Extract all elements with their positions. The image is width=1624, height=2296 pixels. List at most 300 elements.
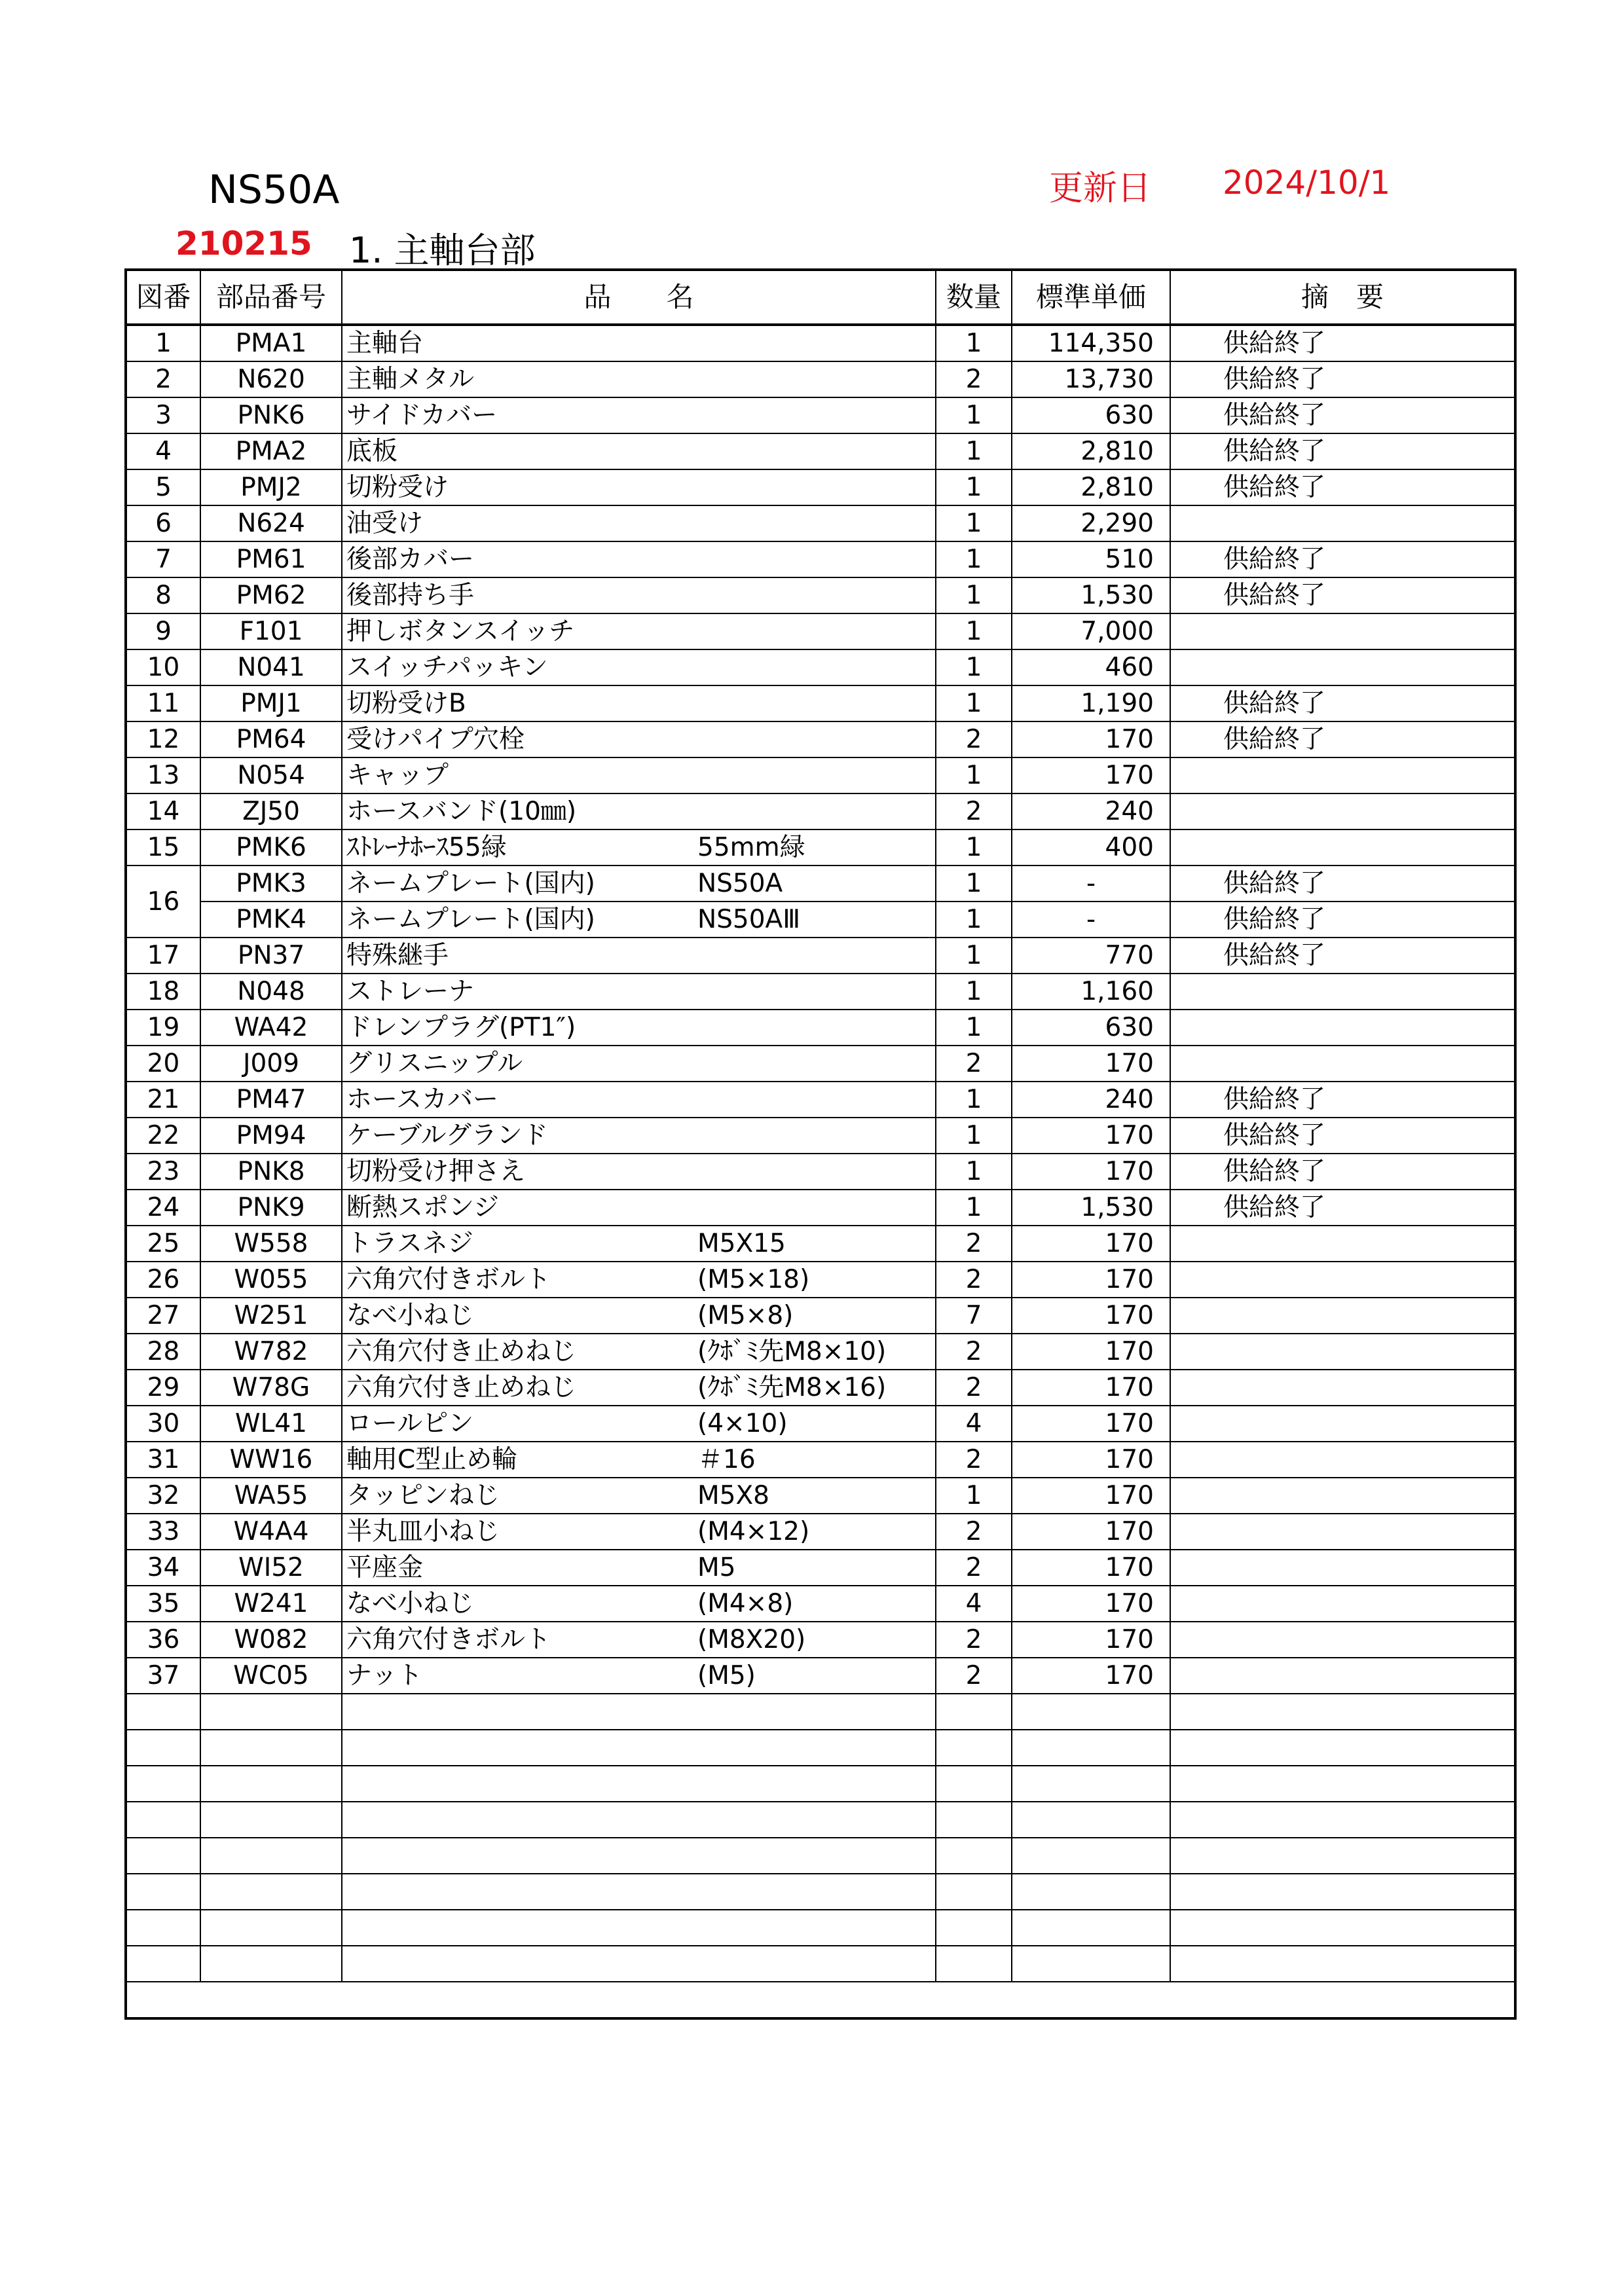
empty-table-row bbox=[126, 1730, 1515, 1766]
figure-no-cell: 26 bbox=[126, 1262, 200, 1298]
figure-no-cell: 36 bbox=[126, 1622, 200, 1658]
quantity-cell: 1 bbox=[936, 505, 1012, 541]
table-row bbox=[126, 1082, 1515, 1118]
unit-price-cell: 170 bbox=[1012, 1046, 1170, 1082]
part-name-cell bbox=[342, 541, 936, 577]
part-no-cell: PNK6 bbox=[200, 397, 342, 433]
part-name-wrap bbox=[346, 1483, 935, 1508]
table-row bbox=[126, 649, 1515, 685]
part-name-wrap bbox=[346, 619, 935, 644]
part-name-wrap bbox=[346, 1627, 935, 1652]
quantity-cell: 2 bbox=[936, 1046, 1012, 1082]
part-name-cell bbox=[342, 1262, 936, 1298]
quantity-cell: 1 bbox=[936, 1082, 1012, 1118]
part-spec: M5X8 bbox=[697, 1481, 769, 1510]
table-row bbox=[126, 685, 1515, 721]
quantity-cell: 2 bbox=[936, 1262, 1012, 1298]
unit-price-cell: 240 bbox=[1012, 1082, 1170, 1118]
part-spec: (M4×8) bbox=[697, 1589, 794, 1618]
part-name: ロールピン bbox=[346, 1409, 474, 1438]
table-row bbox=[126, 1658, 1515, 1694]
part-name: ドレンプラグ(PT1″) bbox=[346, 1013, 576, 1042]
empty-cell bbox=[126, 1694, 200, 1730]
quantity-cell: 2 bbox=[936, 1370, 1012, 1406]
part-no-cell: PMJ2 bbox=[200, 469, 342, 505]
empty-table-row bbox=[126, 1874, 1515, 1910]
table-row bbox=[126, 1514, 1515, 1550]
remark-cell bbox=[1170, 1478, 1515, 1514]
quantity-cell: 1 bbox=[936, 433, 1012, 469]
quantity-cell: 2 bbox=[936, 361, 1012, 397]
part-name-wrap bbox=[346, 1555, 935, 1580]
quantity-cell: 1 bbox=[936, 397, 1012, 433]
part-name-wrap bbox=[346, 1267, 935, 1292]
part-no-cell: PM47 bbox=[200, 1082, 342, 1118]
figure-no-cell: 11 bbox=[126, 685, 200, 721]
quantity-cell: 1 bbox=[936, 866, 1012, 902]
remark-cell bbox=[1170, 1442, 1515, 1478]
unit-price-cell: 1,530 bbox=[1012, 577, 1170, 613]
table-row bbox=[126, 361, 1515, 397]
part-name-cell bbox=[342, 361, 936, 397]
part-name-wrap bbox=[346, 835, 935, 860]
part-name-wrap bbox=[346, 1303, 935, 1328]
remark-cell bbox=[1170, 793, 1515, 829]
remark-cell bbox=[1170, 1262, 1515, 1298]
part-spec: M5X15 bbox=[697, 1229, 786, 1258]
empty-cell bbox=[1170, 1910, 1515, 1946]
unit-price-cell: - bbox=[1012, 866, 1170, 902]
remark-cell: 供給終了 bbox=[1170, 1118, 1515, 1154]
part-name: 平座金 bbox=[346, 1553, 424, 1582]
remark-cell bbox=[1170, 1226, 1515, 1262]
table-row bbox=[126, 793, 1515, 829]
quantity-cell: 2 bbox=[936, 793, 1012, 829]
part-name-cell bbox=[342, 397, 936, 433]
table-row bbox=[126, 1154, 1515, 1190]
part-spec: (ｸﾎﾞﾐ先M8×10) bbox=[697, 1337, 887, 1366]
part-name: 六角穴付き止めねじ bbox=[346, 1337, 577, 1366]
unit-price-cell: 770 bbox=[1012, 938, 1170, 974]
part-name-wrap bbox=[346, 1411, 935, 1436]
empty-cell bbox=[936, 1946, 1012, 1982]
empty-cell bbox=[1012, 1910, 1170, 1946]
part-name-cell bbox=[342, 1298, 936, 1334]
col-header-quantity: 数量 bbox=[936, 270, 1012, 325]
part-no-cell: W251 bbox=[200, 1298, 342, 1334]
part-name: 後部カバー bbox=[346, 545, 475, 574]
remark-cell bbox=[1170, 505, 1515, 541]
figure-no-cell: 24 bbox=[126, 1190, 200, 1226]
unit-price-cell: 170 bbox=[1012, 1658, 1170, 1694]
part-no-cell: J009 bbox=[200, 1046, 342, 1082]
table-row bbox=[126, 1370, 1515, 1406]
part-no-cell: ZJ50 bbox=[200, 793, 342, 829]
part-name: 断熱スポンジ bbox=[346, 1193, 500, 1222]
quantity-cell: 1 bbox=[936, 902, 1012, 938]
figure-no-cell: 32 bbox=[126, 1478, 200, 1514]
empty-cell bbox=[1170, 1838, 1515, 1874]
part-name: サイドカバー bbox=[346, 401, 498, 430]
unit-price-cell: 630 bbox=[1012, 397, 1170, 433]
part-name-wrap bbox=[346, 511, 935, 536]
part-name-wrap bbox=[346, 871, 935, 896]
part-name-cell bbox=[342, 1514, 936, 1550]
part-name: 六角穴付き止めねじ bbox=[346, 1373, 577, 1402]
table-row bbox=[126, 1586, 1515, 1622]
unit-price-cell: 170 bbox=[1012, 1406, 1170, 1442]
figure-no-cell: 22 bbox=[126, 1118, 200, 1154]
empty-cell bbox=[936, 1694, 1012, 1730]
table-row bbox=[126, 469, 1515, 505]
unit-price-cell: 630 bbox=[1012, 1010, 1170, 1046]
table-row bbox=[126, 1298, 1515, 1334]
part-no-cell: N624 bbox=[200, 505, 342, 541]
empty-table-row bbox=[126, 1982, 1515, 2018]
empty-cell bbox=[200, 1946, 342, 1982]
empty-cell bbox=[126, 1982, 1515, 2018]
unit-price-cell: 2,810 bbox=[1012, 469, 1170, 505]
table-row bbox=[126, 433, 1515, 469]
empty-table-row bbox=[126, 1910, 1515, 1946]
part-name: 押しボタンスイッチ bbox=[346, 617, 575, 646]
unit-price-cell: 170 bbox=[1012, 1154, 1170, 1190]
part-name: 主軸台 bbox=[346, 329, 424, 358]
part-name-wrap bbox=[346, 475, 935, 500]
remark-cell bbox=[1170, 1658, 1515, 1694]
empty-cell bbox=[342, 1838, 936, 1874]
update-date-label: 更新日 bbox=[1049, 169, 1152, 208]
figure-no-cell: 16 bbox=[126, 866, 200, 938]
remark-cell: 供給終了 bbox=[1170, 325, 1515, 361]
part-spec: (M4×12) bbox=[697, 1517, 810, 1546]
part-no-cell: W241 bbox=[200, 1586, 342, 1622]
table-row bbox=[126, 1406, 1515, 1442]
figure-no-cell: 2 bbox=[126, 361, 200, 397]
part-name: 軸用C型止め輪 bbox=[346, 1445, 518, 1474]
section-title: 1. 主軸台部 bbox=[349, 230, 536, 271]
part-name-wrap bbox=[346, 763, 935, 788]
empty-cell bbox=[342, 1694, 936, 1730]
table-row bbox=[126, 829, 1515, 866]
remark-cell bbox=[1170, 1586, 1515, 1622]
part-name: タッピンねじ bbox=[346, 1481, 500, 1510]
table-row bbox=[126, 1334, 1515, 1370]
table-header-row bbox=[126, 270, 1515, 325]
remark-cell bbox=[1170, 1550, 1515, 1586]
part-no-cell: PMA1 bbox=[200, 325, 342, 361]
figure-no-cell: 30 bbox=[126, 1406, 200, 1442]
empty-cell bbox=[126, 1730, 200, 1766]
part-name-wrap bbox=[346, 943, 935, 968]
unit-price-cell: 1,190 bbox=[1012, 685, 1170, 721]
part-no-cell: N048 bbox=[200, 974, 342, 1010]
figure-no-cell: 33 bbox=[126, 1514, 200, 1550]
unit-price-cell: 170 bbox=[1012, 1334, 1170, 1370]
table-row bbox=[126, 397, 1515, 433]
empty-cell bbox=[342, 1802, 936, 1838]
unit-price-cell: 510 bbox=[1012, 541, 1170, 577]
part-name-wrap bbox=[346, 979, 935, 1004]
part-spec: 55mm緑 bbox=[697, 833, 805, 862]
quantity-cell: 1 bbox=[936, 829, 1012, 866]
part-no-cell: W558 bbox=[200, 1226, 342, 1262]
part-spec: (ｸﾎﾞﾐ先M8×16) bbox=[697, 1373, 887, 1402]
part-name-wrap bbox=[346, 691, 935, 716]
part-name-wrap bbox=[346, 1159, 935, 1184]
table-row bbox=[126, 1478, 1515, 1514]
quantity-cell: 2 bbox=[936, 1334, 1012, 1370]
figure-no-cell: 37 bbox=[126, 1658, 200, 1694]
empty-cell bbox=[1012, 1838, 1170, 1874]
empty-cell bbox=[936, 1766, 1012, 1802]
table-row bbox=[126, 974, 1515, 1010]
part-name-cell bbox=[342, 1190, 936, 1226]
remark-cell: 供給終了 bbox=[1170, 721, 1515, 757]
part-no-cell: N041 bbox=[200, 649, 342, 685]
remark-cell: 供給終了 bbox=[1170, 433, 1515, 469]
empty-cell bbox=[1012, 1730, 1170, 1766]
part-name-cell bbox=[342, 1082, 936, 1118]
part-name: 切粉受け bbox=[346, 473, 449, 502]
table-row bbox=[126, 866, 1515, 902]
part-name-cell bbox=[342, 1442, 936, 1478]
figure-no-cell: 15 bbox=[126, 829, 200, 866]
quantity-cell: 1 bbox=[936, 577, 1012, 613]
table-row bbox=[126, 1046, 1515, 1082]
unit-price-cell: 170 bbox=[1012, 1370, 1170, 1406]
part-name-cell bbox=[342, 433, 936, 469]
part-name-wrap bbox=[346, 439, 935, 464]
part-name-wrap bbox=[346, 403, 935, 428]
empty-cell bbox=[126, 1802, 200, 1838]
table-row bbox=[126, 1226, 1515, 1262]
part-name-cell bbox=[342, 613, 936, 649]
part-name: ホースバンド(10㎜) bbox=[346, 797, 577, 826]
empty-cell bbox=[200, 1730, 342, 1766]
part-spec: (M5) bbox=[697, 1661, 756, 1690]
part-no-cell: W782 bbox=[200, 1334, 342, 1370]
col-header-part-no: 部品番号 bbox=[200, 270, 342, 325]
part-no-cell: N054 bbox=[200, 757, 342, 793]
part-no-cell: PMK6 bbox=[200, 829, 342, 866]
part-name-wrap bbox=[346, 1339, 935, 1364]
part-name-wrap bbox=[346, 547, 935, 572]
unit-price-cell: 170 bbox=[1012, 1514, 1170, 1550]
part-name: トラスネジ bbox=[346, 1229, 473, 1258]
quantity-cell: 1 bbox=[936, 541, 1012, 577]
part-name: ホースカバー bbox=[346, 1085, 499, 1114]
empty-cell bbox=[342, 1766, 936, 1802]
part-name-wrap bbox=[346, 367, 935, 392]
part-name: 主軸メタル bbox=[346, 365, 475, 394]
part-no-cell: W082 bbox=[200, 1622, 342, 1658]
part-name: 六角穴付きボルト bbox=[346, 1625, 551, 1654]
figure-no-cell: 34 bbox=[126, 1550, 200, 1586]
empty-table-row bbox=[126, 1694, 1515, 1730]
unit-price-cell: 170 bbox=[1012, 1118, 1170, 1154]
empty-cell bbox=[200, 1802, 342, 1838]
table-row bbox=[126, 1190, 1515, 1226]
quantity-cell: 1 bbox=[936, 469, 1012, 505]
quantity-cell: 4 bbox=[936, 1406, 1012, 1442]
part-name: 後部持ち手 bbox=[346, 581, 475, 610]
unit-price-cell: 240 bbox=[1012, 793, 1170, 829]
unit-price-cell: - bbox=[1012, 902, 1170, 938]
part-name: ケーブルグランド bbox=[346, 1121, 548, 1150]
figure-no-cell: 19 bbox=[126, 1010, 200, 1046]
figure-no-cell: 13 bbox=[126, 757, 200, 793]
table-row bbox=[126, 1442, 1515, 1478]
quantity-cell: 2 bbox=[936, 1658, 1012, 1694]
part-name: 切粉受けB bbox=[346, 689, 466, 718]
empty-cell bbox=[936, 1910, 1012, 1946]
figure-no-cell: 6 bbox=[126, 505, 200, 541]
unit-price-cell: 400 bbox=[1012, 829, 1170, 866]
part-name-cell bbox=[342, 866, 936, 902]
part-name-wrap bbox=[346, 907, 935, 932]
parts-table-body bbox=[126, 325, 1515, 2018]
unit-price-cell: 2,810 bbox=[1012, 433, 1170, 469]
part-no-cell: PM94 bbox=[200, 1118, 342, 1154]
empty-cell bbox=[200, 1838, 342, 1874]
empty-cell bbox=[1170, 1874, 1515, 1910]
quantity-cell: 2 bbox=[936, 1226, 1012, 1262]
table-row bbox=[126, 613, 1515, 649]
part-no-cell: PM64 bbox=[200, 721, 342, 757]
figure-no-cell: 8 bbox=[126, 577, 200, 613]
quantity-cell: 7 bbox=[936, 1298, 1012, 1334]
empty-cell bbox=[200, 1766, 342, 1802]
figure-no-cell: 21 bbox=[126, 1082, 200, 1118]
part-no-cell: PNK9 bbox=[200, 1190, 342, 1226]
remark-cell bbox=[1170, 613, 1515, 649]
remark-cell: 供給終了 bbox=[1170, 469, 1515, 505]
col-header-unit-price: 標準単価 bbox=[1012, 270, 1170, 325]
part-spec: ＃16 bbox=[697, 1445, 756, 1474]
remark-cell: 供給終了 bbox=[1170, 1082, 1515, 1118]
part-name-cell bbox=[342, 1550, 936, 1586]
part-name: スイッチパッキン bbox=[346, 653, 548, 682]
part-no-cell: WI52 bbox=[200, 1550, 342, 1586]
part-name-wrap bbox=[346, 1051, 935, 1076]
part-name-wrap bbox=[346, 1519, 935, 1544]
part-name-cell bbox=[342, 1586, 936, 1622]
part-name-cell bbox=[342, 1658, 936, 1694]
part-name-cell bbox=[342, 1010, 936, 1046]
part-name-wrap bbox=[346, 799, 935, 824]
part-name-cell bbox=[342, 974, 936, 1010]
update-date: 2024/10/1 bbox=[1223, 164, 1391, 202]
table-row bbox=[126, 1010, 1515, 1046]
part-name-cell bbox=[342, 1226, 936, 1262]
empty-cell bbox=[126, 1766, 200, 1802]
table-row bbox=[126, 541, 1515, 577]
unit-price-cell: 170 bbox=[1012, 1586, 1170, 1622]
part-name-wrap bbox=[346, 331, 935, 356]
part-no-cell: PNK8 bbox=[200, 1154, 342, 1190]
quantity-cell: 1 bbox=[936, 649, 1012, 685]
part-no-cell: W4A4 bbox=[200, 1514, 342, 1550]
figure-no-cell: 23 bbox=[126, 1154, 200, 1190]
empty-cell bbox=[936, 1874, 1012, 1910]
quantity-cell: 1 bbox=[936, 974, 1012, 1010]
part-name-cell bbox=[342, 1478, 936, 1514]
figure-no-cell: 25 bbox=[126, 1226, 200, 1262]
part-spec: (M5×18) bbox=[697, 1265, 810, 1294]
part-spec: M5 bbox=[697, 1553, 736, 1582]
quantity-cell: 2 bbox=[936, 1514, 1012, 1550]
part-name-cell bbox=[342, 505, 936, 541]
part-name: 切粉受け押さえ bbox=[346, 1157, 526, 1186]
remark-cell: 供給終了 bbox=[1170, 1154, 1515, 1190]
table-row bbox=[126, 1622, 1515, 1658]
empty-cell bbox=[1170, 1946, 1515, 1982]
quantity-cell: 1 bbox=[936, 1118, 1012, 1154]
part-name-wrap bbox=[346, 1015, 935, 1040]
part-name-wrap bbox=[346, 583, 935, 608]
part-name-cell bbox=[342, 721, 936, 757]
unit-price-cell: 170 bbox=[1012, 1442, 1170, 1478]
figure-no-cell: 9 bbox=[126, 613, 200, 649]
col-header-part-name: 品 名 bbox=[342, 270, 936, 325]
remark-cell bbox=[1170, 1514, 1515, 1550]
part-name: 受けパイプ穴栓 bbox=[346, 725, 525, 754]
quantity-cell: 2 bbox=[936, 1622, 1012, 1658]
figure-no-cell: 20 bbox=[126, 1046, 200, 1082]
quantity-cell: 2 bbox=[936, 1442, 1012, 1478]
unit-price-cell: 1,160 bbox=[1012, 974, 1170, 1010]
part-name-wrap bbox=[346, 1087, 935, 1112]
figure-no-cell: 4 bbox=[126, 433, 200, 469]
empty-cell bbox=[1012, 1766, 1170, 1802]
figure-no-cell: 10 bbox=[126, 649, 200, 685]
unit-price-cell: 170 bbox=[1012, 1550, 1170, 1586]
part-name-wrap bbox=[346, 1195, 935, 1220]
part-name-cell bbox=[342, 1370, 936, 1406]
table-row bbox=[126, 325, 1515, 361]
empty-cell bbox=[200, 1910, 342, 1946]
part-name-cell bbox=[342, 829, 936, 866]
remark-cell: 供給終了 bbox=[1170, 902, 1515, 938]
part-name-cell bbox=[342, 1334, 936, 1370]
part-name: ナット bbox=[346, 1661, 423, 1690]
empty-cell bbox=[1012, 1946, 1170, 1982]
figure-no-cell: 3 bbox=[126, 397, 200, 433]
empty-cell bbox=[1170, 1766, 1515, 1802]
unit-price-cell: 13,730 bbox=[1012, 361, 1170, 397]
part-name-wrap bbox=[346, 1591, 935, 1616]
part-no-cell: PMJ1 bbox=[200, 685, 342, 721]
part-spec: (M8X20) bbox=[697, 1625, 806, 1654]
figure-no-cell: 5 bbox=[126, 469, 200, 505]
part-name-cell bbox=[342, 1406, 936, 1442]
remark-cell: 供給終了 bbox=[1170, 361, 1515, 397]
quantity-cell: 1 bbox=[936, 613, 1012, 649]
empty-cell bbox=[936, 1838, 1012, 1874]
part-name-wrap bbox=[346, 655, 935, 680]
part-no-cell: W78G bbox=[200, 1370, 342, 1406]
part-no-cell: F101 bbox=[200, 613, 342, 649]
figure-no-cell: 29 bbox=[126, 1370, 200, 1406]
empty-cell bbox=[200, 1694, 342, 1730]
quantity-cell: 1 bbox=[936, 1478, 1012, 1514]
part-no-cell: PM61 bbox=[200, 541, 342, 577]
part-name-wrap bbox=[346, 1663, 935, 1688]
quantity-cell: 1 bbox=[936, 325, 1012, 361]
empty-table-row bbox=[126, 1802, 1515, 1838]
empty-cell bbox=[1012, 1694, 1170, 1730]
